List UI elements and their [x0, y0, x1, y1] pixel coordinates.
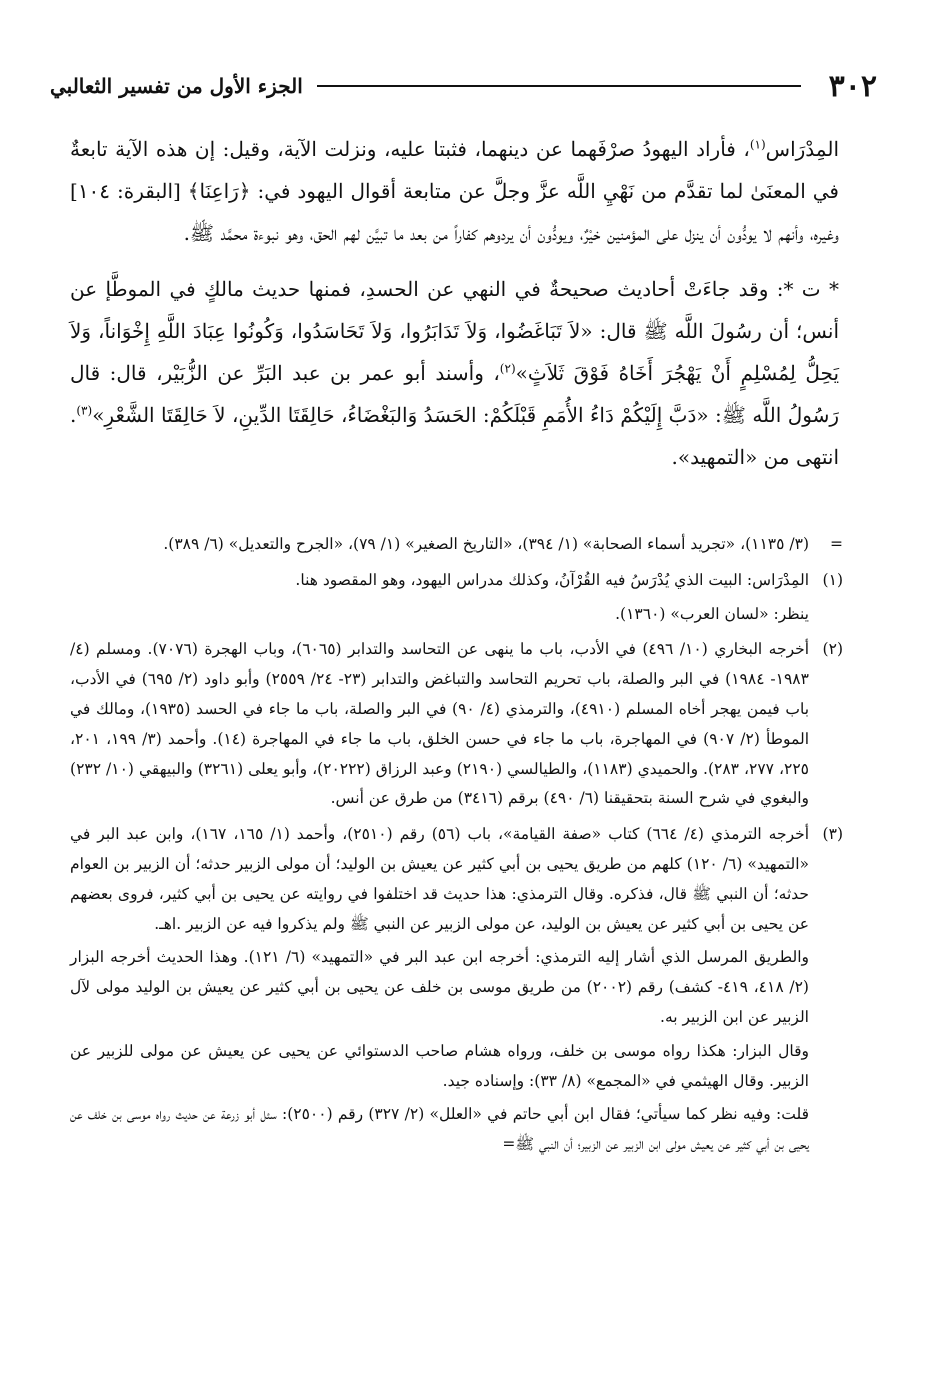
footnote-text: وقال البزار: هكذا رواه موسى بن خلف، ورواه هشام صاحب الدستوائي عن يحيى عن يعيش عن مولى للزبير عن الزبير. وقال الهيثمي في «المجمع» (٨/ ٣٣): وإسناده جيد.	[70, 1041, 809, 1090]
footnote-1	[70, 566, 843, 630]
footnote-2	[70, 635, 843, 814]
footnote-number: (١)	[822, 570, 843, 589]
main-paragraph-2	[70, 268, 839, 478]
footnote-text: المِدْرَاس: البيت الذي يُدْرَسُ فيه القُرْآنُ، وكذلك مدراس اليهود، وهو المقصود هنا.	[295, 570, 809, 589]
main-text	[70, 128, 839, 478]
footnote-number: =	[830, 535, 843, 553]
header-rule	[317, 85, 801, 87]
footnote-text: ينظر: «لسان العرب» (١٣٦٠).	[615, 604, 809, 623]
running-title: الجزء الأول من تفسير الثعالبي	[50, 74, 303, 98]
footnote-number: (٢)	[822, 640, 843, 659]
paragraph-text: * ت *: وقد جاءَتْ أحاديث صحيحةٌ في النهي عن الحسدِ، فمنها حديث مالكٍ في الموطَّإ عن أنس؛ أن رسُولَ اللَّه ﷺ قال: «لاَ تَبَاغَضُوا، وَلاَ تَدَابَرُوا، وَلاَ تَحَاسَدُوا، وَكُونُوا عِبَادَ اللَّهِ إِخْوَاناً، وَلاَ يَحِلُّ لِمُسْلِمٍ أَنْ يَهْجُرَ أَخَاهُ فَوْقَ ثَلاَثٍ»	[70, 277, 840, 385]
footnotes	[70, 530, 843, 1166]
paragraph-text: ، فأراد اليهودُ صرْفَهما عن دينهما، فثبتا عليه، ونزلت الآية، وقيل: إن هذه الآية تابعةٌ في المعنَىٰ لما تقدَّم من نَهْيِ اللَّه عزَّ وجلَّ عن متابعة أقوال اليهود في: ﴿رَاعِنَا﴾ [البقرة: ١٠٤] وغيره، وأنهم لا يودُّون أن ينزل على المؤمنين خيْرٌ، ويودُّون أن يردوهم كفاراً من بعد ما تبيَّن لهم الحق، وهو نبوءة محمَّد ﷺ.	[70, 137, 839, 245]
paragraph-text: ، وأسند أبو عمر بن عبد البَرِّ عن الزُّبَيْر، قال: قال رَسُولُ اللَّه ﷺ: «دَبَّ إِلَيْكُمْ دَاءُ الأُمَمِ قَبْلَكُمْ: الحَسَدُ وَالبَغْضَاءُ، حَالِقَتَا الدِّينِ، لاَ حَالِقَتَا الشَّعْرِ»	[70, 361, 839, 427]
footnote-number: (٣)	[822, 825, 843, 844]
footnote-ref-3[interactable]: (٣)	[76, 403, 93, 418]
footnote-ref-1[interactable]: (١)	[749, 137, 766, 152]
page-header	[50, 64, 877, 108]
footnote-3	[70, 820, 843, 1160]
footnote-text: أخرجه الترمذي (٤/ ٦٦٤) كتاب «صفة القيامة»، باب (٥٦) رقم (٢٥١٠)، وأحمد (١/ ١٦٥، ١٦٧)، وابن عبد البر في «التمهيد» (٦/ ١٢٠) كلهم من طريق يحيى بن أبي كثير عن يعيش بن الوليد؛ أن مولى الزبير حدثه؛ أن الزبير بن العوام حدثه؛ أن النبي ﷺ قال، فذكره. وقال الترمذي: هذا حديث قد اختلفوا في روايته عن يحيى بن أبي كثير، فروى بعضهم عن يحيى بن أبي كثير عن يعيش بن الوليد، عن مولى الزبير عن النبي ﷺ ولم يذكروا فيه عن الزبير .اهـ.	[70, 825, 810, 933]
footnote-continuation	[70, 530, 843, 560]
footnote-text: قلت: وفيه نظر كما سيأتي؛ فقال ابن أبي حاتم في «العلل» (٢/ ٣٢٧) رقم (٢٥٠٠): سئل أبو زرعة عن حديث رواه موسى بن خلف عن يحيى بن أبي كثير عن يعيش مولى ابن الزبير عن الزبير؛ أن النبي ﷺ=	[70, 1105, 809, 1154]
paragraph-text: . انتهى من «التمهيد».	[70, 403, 839, 469]
page-number: ٣٠٢	[828, 68, 877, 104]
footnote-text: والطريق المرسل الذي أشار إليه الترمذي: أخرجه ابن عبد البر في «التمهيد» (٦/ ١٢١). وهذا الحديث أخرجه البزار (٢/ ٤١٨، ٤١٩- كشف) رقم (٢٠٠٢) من طريق موسى بن خلف عن يحيى بن أبي كثير عن يعيش بن الوليد مولى لآل الزبير عن ابن الزبير به.	[70, 948, 809, 1026]
footnote-ref-2[interactable]: (٢)	[499, 361, 516, 376]
footnote-text: (٣/ ١١٣٥)، «تجريد أسماء الصحابة» (١/ ٣٩٤)، «التاريخ الصغير» (١/ ٧٩)، «الجرح والتعديل» (٦/ ٣٨٩).	[163, 535, 809, 553]
paragraph-lead: المِدْرَاس	[765, 137, 839, 161]
main-paragraph-1	[70, 128, 839, 254]
footnote-text: أخرجه البخاري (١٠/ ٤٩٦) في الأدب، باب ما ينهى عن التحاسد والتدابر (٦٠٦٥)، وباب الهجرة (٧٠٧٦). ومسلم (٤/ ١٩٨٣- ١٩٨٤) في البر والصلة، باب تحريم التحاسد والتباغض والتدابر (٢٣- ٢٤/ ٢٥٥٩) وأبو داود (٢/ ٦٩٥) في الأدب، باب فيمن يهجر أخاه المسلم (٤٩١٠)، والترمذي (٤/ ٩٠) في البر والصلة، باب ما جاء في الحسد (١٩٣٥)، ومالك في الموطأ (٢/ ٩٠٧) في المهاجرة، باب ما جاء في حسن الخلق، باب ما جاء في المهاجرة (١٤). وأحمد (٣/ ١٩٩، ٢٠١، ٢٢٥، ٢٧٧، ٢٨٣). والحميدي (١١٨٣)، والطيالسي (٢١٩٠) وعبد الرزاق (٢٠٢٢٢)، وأبو يعلى (٣٢٦١) والبيهقي (١٠/ ٢٣٢) والبغوي في شرح السنة بتحقيقنا (٦/ ٤٩٠) برقم (٣٤١٦) من طرق عن أنس.	[70, 640, 810, 808]
